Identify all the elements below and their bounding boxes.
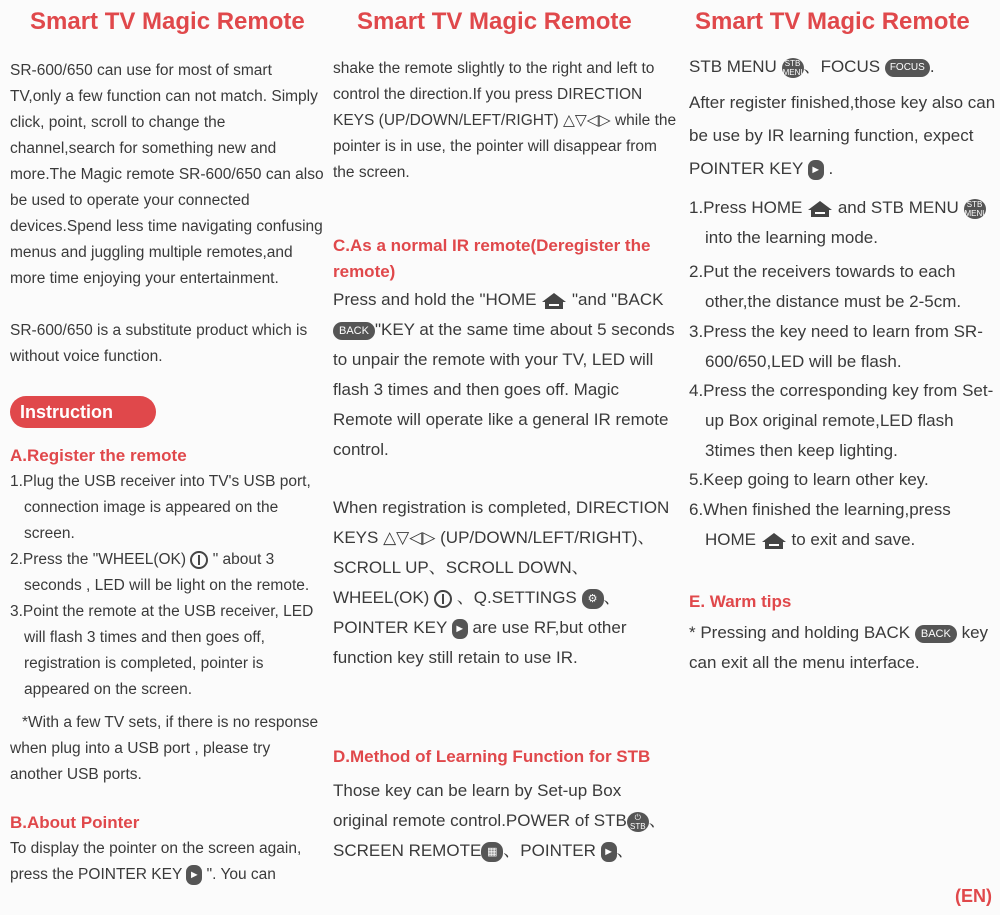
stb-menu-key-icon: STB MENU <box>782 58 807 77</box>
pointer-key-icon: ► <box>186 865 202 885</box>
section-d-text-b: 、SCREEN REMOTE <box>333 811 666 860</box>
section-a-step-2 <box>10 547 325 599</box>
column-2-title: Smart TV Magic Remote <box>357 8 632 35</box>
learning-step-2: 2.Put the receivers towards to each other,the distance must be 2-5cm. <box>689 262 962 311</box>
section-d-text-d: 、 <box>616 841 634 860</box>
section-e-heading: E. Warm tips <box>689 592 792 611</box>
pointer-text-a: shake the remote slightly to the right and left to control the direction.If you press DIRECTION KEYS (UP/DOWN/LEFT/RIGHT) <box>333 60 655 129</box>
stb-line-b: 、FOCUS <box>803 57 881 76</box>
screen-remote-icon: ▦ <box>481 842 503 862</box>
pointer-key-icon-4: ► <box>808 160 824 180</box>
section-a-note: *With a few TV sets, if there is no response when plug into a USB port , please try another USB ports. <box>10 714 319 783</box>
ir-learning-text <box>689 86 997 185</box>
direction-arrows-icon: △▽◁▷ <box>562 112 611 129</box>
learning-step-4: 4.Press the corresponding key from Set-up Box original remote,LED flash 3times then keep lighting. <box>689 381 994 460</box>
ir-text-b: . <box>828 159 834 178</box>
section-c-text-a: Press and hold the "HOME <box>333 290 537 309</box>
section-c-text-c: "KEY at the same time about 5 seconds to unpair the remote with your TV, LED will flash 3 times and then goes off. Magic Remote will operate like a general IR remote control. <box>333 320 675 459</box>
reg-text-e: are use RF,but other function key still retain to use IR. <box>333 618 627 667</box>
column-1-title: Smart TV Magic Remote <box>30 8 305 35</box>
section-c-text <box>333 285 678 465</box>
learning-step-1 <box>689 193 997 253</box>
home-icon-3 <box>761 532 787 550</box>
reg-text-a: When registration is completed, DIRECTION KEYS <box>333 498 670 547</box>
pointer-text-b: while the pointer is in use, the pointer will disappear from the screen. <box>333 112 677 181</box>
power-stb-label: STB <box>630 821 646 831</box>
power-stb-icon: ⏻ STB <box>627 812 649 832</box>
section-d-text <box>333 776 678 866</box>
section-b-text <box>10 836 325 888</box>
step6-text-a: 6.When finished the learning,press HOME <box>689 500 951 549</box>
column-3-title: Smart TV Magic Remote <box>695 8 970 35</box>
ir-text-a: After register finished,those key also can be use by IR learning function, expect POINTER KEY <box>689 93 996 178</box>
back-key-icon-2: BACK <box>915 625 957 643</box>
section-d-text-a: Those key can be learn by Set-up Box original remote control.POWER of STB <box>333 781 627 830</box>
section-b-heading: B.About Pointer <box>10 813 140 832</box>
reg-text-b: (UP/DOWN/LEFT/RIGHT)、SCROLL UP、SCROLL DOWN、WHEEL(OK) <box>333 528 655 607</box>
section-a-step-1: 1.Plug the USB receiver into TV's USB port, connection image is appeared on the screen. <box>10 473 311 542</box>
wheel-ok-icon <box>190 551 208 569</box>
step6-text-b: to exit and save. <box>791 530 916 549</box>
intro-text-2: SR-600/650 is a substitute product which is without voice function. <box>10 322 308 365</box>
instruction-badge: Instruction <box>10 396 156 428</box>
reg-text-c: 、Q.SETTINGS <box>456 588 577 607</box>
back-key-icon: BACK <box>333 322 375 340</box>
learning-step-5: 5.Keep going to learn other key. <box>689 470 929 489</box>
section-e-text-b: key can exit all the menu interface. <box>689 623 989 672</box>
section-c-text-b: "and "BACK <box>572 290 664 309</box>
section-d-text-c: 、POINTER <box>503 841 596 860</box>
learning-step-3: 3.Press the key need to learn from SR-600/650,LED will be flash. <box>689 322 983 371</box>
stb-line-a: STB MENU <box>689 57 777 76</box>
stb-keys-line <box>689 52 997 82</box>
direction-arrows-icon-2: △▽◁▷ <box>383 528 436 547</box>
home-icon <box>541 292 567 310</box>
stb-line-c: . <box>929 57 935 76</box>
home-icon-2 <box>807 200 833 218</box>
section-c-heading: C.As a normal IR remote(Deregister the remote) <box>333 236 651 281</box>
step-2-text-a: 2.Press the "WHEEL(OK) <box>10 551 187 568</box>
section-b-text-b: ". You can <box>206 866 276 883</box>
section-e-text-a: * Pressing and holding BACK <box>689 623 911 642</box>
reg-text-d: 、POINTER KEY <box>333 588 621 637</box>
focus-key-icon: FOCUS <box>885 59 930 77</box>
pointer-key-icon-2: ► <box>452 619 468 639</box>
pointer-continued-text <box>333 56 678 186</box>
step1-text-b: and STB MENU <box>837 198 959 217</box>
wheel-ok-icon-2 <box>434 590 452 608</box>
step1-text-a: 1.Press HOME <box>689 198 803 217</box>
step1-text-c: into the learning mode. <box>705 228 878 247</box>
learning-step-6 <box>689 495 997 555</box>
stb-menu-key-icon-2: STB MENU <box>964 199 989 218</box>
language-tag: (EN) <box>955 886 992 906</box>
intro-text: SR-600/650 can use for most of smart TV,only a few function can not match. Simply click, point, scroll to change the channel,search for something new and more.The Magic remote SR-600/650 can also be used to operate your connected devices.Spend less time navigating confusing menus and juggling multiple remotes,and more time enjoying your entertainment. <box>10 62 324 287</box>
registration-completed-text <box>333 493 678 673</box>
section-e-text <box>689 618 997 678</box>
section-a-step-3: 3.Point the remote at the USB receiver, LED will flash 3 times and then goes off, registration is completed, pointer is appeared on the screen. <box>10 603 314 698</box>
settings-gear-icon: ⚙ <box>582 589 604 609</box>
section-b-text-a: To display the pointer on the screen again, press the POINTER KEY <box>10 840 302 883</box>
section-a-heading: A.Register the remote <box>10 446 187 465</box>
pointer-key-icon-3: ► <box>601 842 617 862</box>
section-d-heading: D.Method of Learning Function for STB <box>333 747 651 766</box>
step-2-text-b: " about 3 seconds , LED will be light on the remote. <box>24 551 310 594</box>
